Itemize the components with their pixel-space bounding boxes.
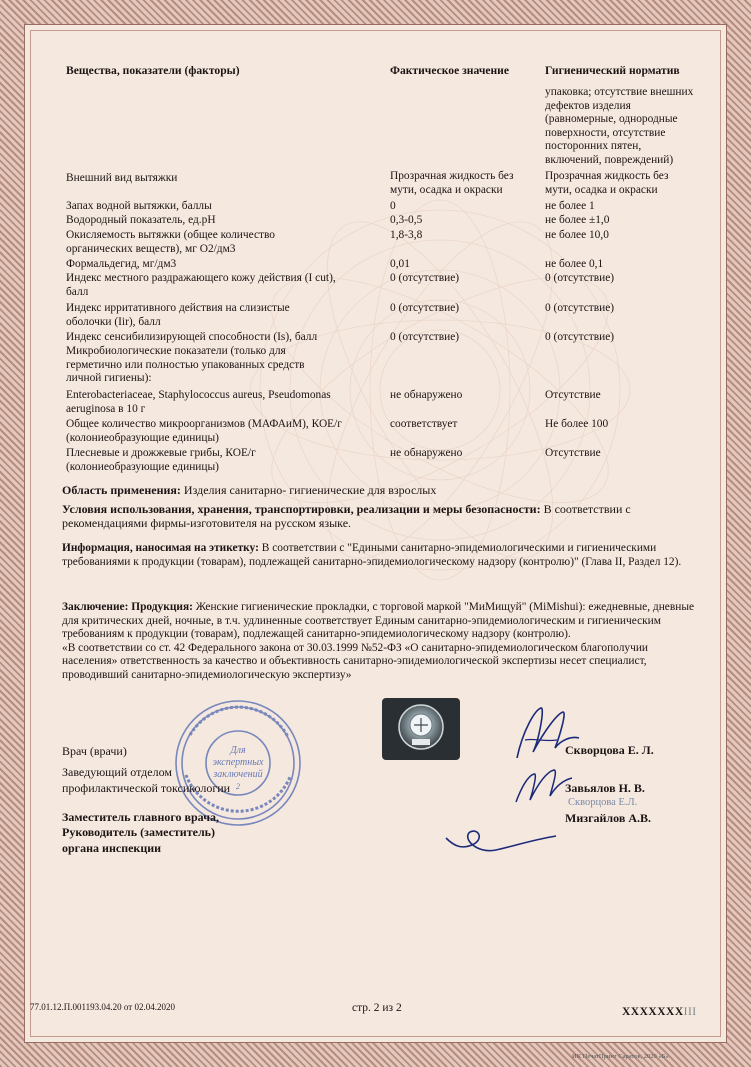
header-substance: Вещества, показатели (факторы) [66,64,240,77]
row-12-name: Плесневые и дрожжевые грибы, КОЕ/г (колониеобразующие единицы) [66,447,256,473]
conclusion-section [62,601,702,682]
row-2-name: Запах водной вытяжки, баллы [66,200,212,212]
sign-role-2: Заведующий отделом [62,765,172,779]
row-8-norm: 0 (отсутствие) [545,331,615,343]
row-6-name: Индекс местного раздражающего кожу действия (I cut), балл [66,272,336,298]
row-8-value: 0 (отсутствие) [390,331,460,343]
header-norm: Гигиенический норматив [545,64,680,77]
conclusion-law-text: «В соответствии со ст. 42 Федерального закона от 30.03.1999 №52-ФЗ «О санитарно-эпидемиологическом благополучии населения» ответственность за качество и объективность санитарно-эпидемиологической экспертизы несет специалист, проводивший санитарно-эпидемиологическую экспертизу» [62,641,649,681]
row-11-name: Общее количество микроорганизмов (МАФАиМ), КОЕ/г (колониеобразующие единицы) [66,418,342,444]
row-11-value: соответствует [390,418,458,430]
row-6-norm: 0 (отсутствие) [545,272,615,284]
sign-role-5: Руководитель (заместитель) [62,825,216,839]
sign-role-6: органа инспекции [62,841,162,855]
conditions-section [62,503,702,530]
conclusion-label: Заключение: Продукция: [62,601,193,613]
seal-center-line-3: заключений [213,769,263,780]
row-3-name: Водородный показатель, ед.pH [66,214,216,226]
labeling-section [62,542,702,569]
row-12-norm: Отсутствие [545,447,601,459]
row-9-name: Микробиологические показатели (только для герметично или полностью упакованных средств личной гигиены): [66,345,305,384]
sign-name-2: Завьялов Н. В. [565,781,645,795]
row-10-name: Enterobacteriaceae, Staphylococcus aureus, Pseudomonas aeruginosa в 10 г [66,389,331,415]
labeling-text: В соответствии с "Едиными санитарно-эпидемиологическими и гигиеническими требованиями к продукции (товарам), подлежащей санитарно-эпидемиологическому надзору (контролю)" (Глава II, Раздел 12). [62,542,682,568]
document-number: 77.01.12.П.001193.04.20 от 02.04.2020 [30,1002,175,1012]
serial-number [622,1006,697,1018]
row-3-value: 0,3-0,5 [390,214,423,226]
row-4-norm: не более 10,0 [545,229,609,241]
sign-role-4: Заместитель главного врача, [62,810,219,824]
row-10-norm: Отсутствие [545,389,601,401]
sign-role-1: Врач (врачи) [62,744,127,758]
row-11-norm: Не более 100 [545,418,609,430]
signature-1-image [505,700,585,770]
row-4-value: 1,8-3,8 [390,229,423,241]
header-actual: Фактическое значение [390,64,510,77]
sign-name-1: Скворцова Е. Л. [565,743,654,757]
row-1-name: Внешний вид вытяжки [66,172,178,184]
printer-imprint: ИК ПечатПринт Саратов, 2020 «Б» [572,1053,669,1060]
row-1-norm: Прозрачная жидкость без мути, осадка и окраски [545,170,669,196]
conditions-label: Условия использования, хранения, транспортировки, реализации и меры безопасности: [62,502,541,516]
page-number: стр. 2 из 2 [352,1002,402,1014]
serial-number-main: XXXXXXX [622,1006,684,1018]
hologram-sticker [382,698,460,760]
seal-center-line-1: Для [230,745,246,756]
row-12-value: не обнаружено [390,447,463,459]
row-10-value: не обнаружено [390,389,463,401]
signature-3-image [440,810,560,865]
row-2-norm: не более 1 [545,200,595,212]
row-5-name: Формальдегид, мг/дм3 [66,258,177,270]
row-3-norm: не более ±1,0 [545,214,610,226]
sign-name-stamp: Скворцова Е.Л. [568,797,638,808]
row-7-norm: 0 (отсутствие) [545,302,615,314]
sign-name-3: Мизгайлов А.В. [565,811,652,825]
conclusion-text: Женские гигиенические прокладки, с торговой маркой "МиМищуй" (MiMishui): ежедневные, дневные для критических дней, ночные, в т.ч. удлиненные соответствует Единым санитарно-эпидемиологическим и гигиеническим требованиям к продукции (товарам), подлежащей санитарно-эпидемиологическому надзору (контролю). [62,601,695,640]
sign-role-3: профилактической токсикологии [62,781,231,795]
row-5-norm: не более 0,1 [545,258,604,270]
row-6-value: 0 (отсутствие) [390,272,460,284]
row-1-value: Прозрачная жидкость без мути, осадка и окраски [390,170,514,196]
labeling-label: Информация, наносимая на этикетку: [62,542,259,554]
scope-text: Изделия санитарно- гигиенические для взрослых [183,483,437,497]
seal-center-number: 2 [236,782,240,791]
row-4-name: Окисляемость вытяжки (общее количество органических веществ), мг O2/дм3 [66,229,275,255]
row-5-value: 0,01 [390,258,410,270]
serial-number-suffix: III [683,1006,697,1018]
row-0-norm: упаковка; отсутствие внешних дефектов изделия (равномерные, однородные поверхности, отсутствие посторонних пятен, включений, повреждений) [545,86,694,166]
scope-section [62,484,702,498]
row-8-name: Индекс сенсибилизирующей способности (Is), балл [66,331,318,343]
row-7-name: Индекс ирритативного действия на слизистые оболочки (Iir), балл [66,302,290,328]
seal-center-line-2: экспертных [212,757,264,768]
conditions-text: В соответствии с рекомендациями фирмы-изготовителя на русском языке. [62,502,631,530]
scope-label: Область применения: [62,483,181,497]
row-7-value: 0 (отсутствие) [390,302,460,314]
row-2-value: 0 [390,200,396,212]
